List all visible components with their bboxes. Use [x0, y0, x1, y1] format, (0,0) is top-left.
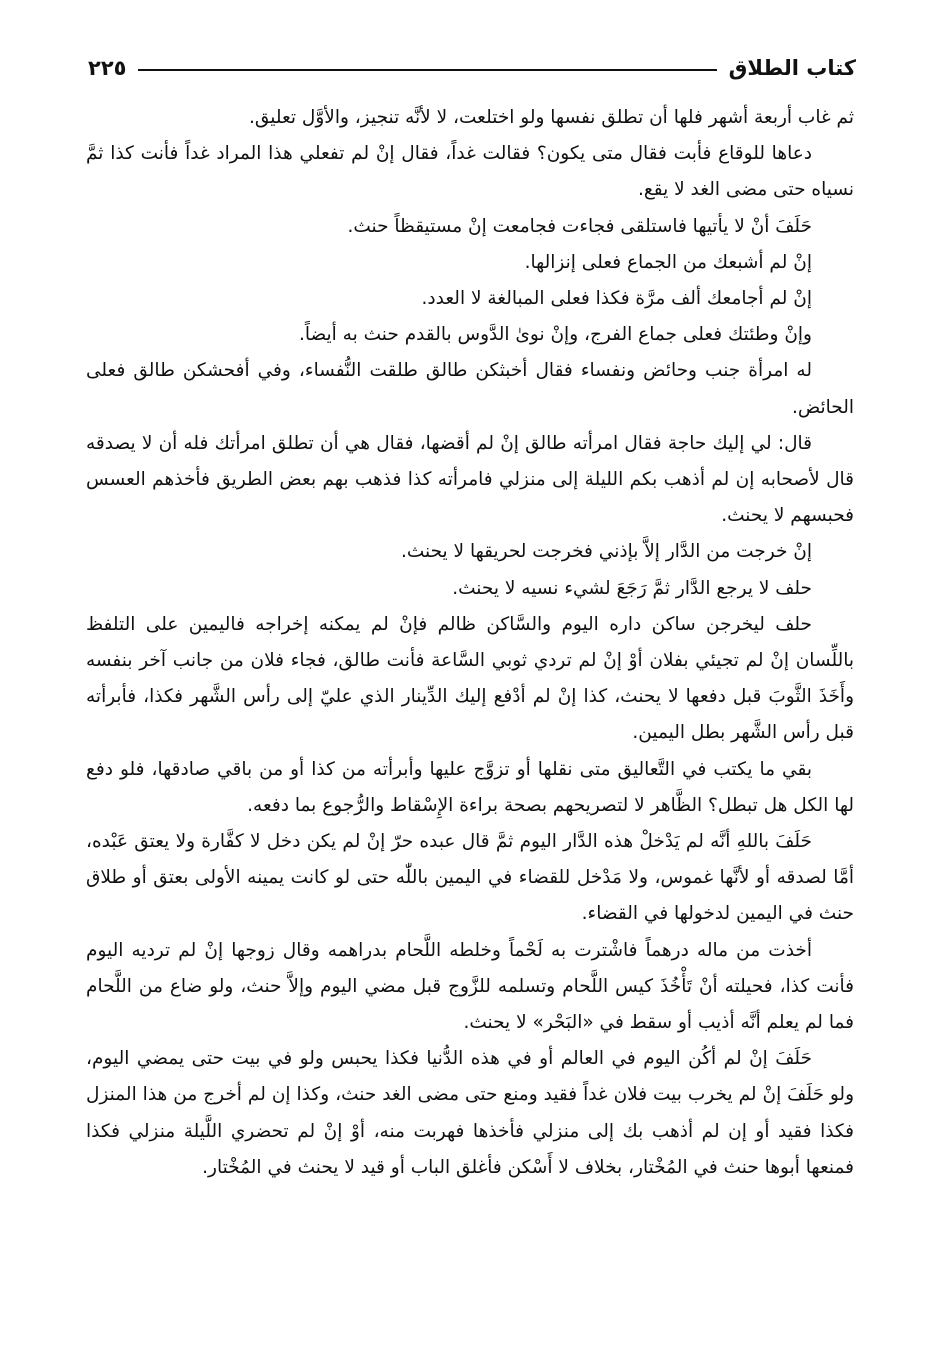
paragraph: بقي ما يكتب في التَّعاليق متى نقلها أو تزوَّج عليها وأبرأته من كذا أو من باقي صادقها، فلو دفع لها الكل هل تبطل؟ الظَّاهر لا لتصريحهم بصحة براءة الإِسْقاط والرُّجوع بما دفعه. — [86, 758, 854, 816]
page-number: ٢٢٥ — [88, 56, 127, 80]
book-title: كتاب الطلاق — [728, 56, 856, 80]
paragraph: دعاها للوقاع فأبت فقال متى يكون؟ فقالت غداً، فقال إنْ لم تفعلي هذا المراد غداً فأنت كذا ثمَّ نسياه حتى مضى الغد لا يقع. — [86, 143, 854, 201]
paragraph: ثم غاب أربعة أشهر فلها أن تطلق نفسها ولو اختلعت، لا لأنَّه تنجيز، والأوَّل تعليق. — [248, 107, 854, 128]
body-text — [86, 100, 854, 1186]
paragraph: له امرأة جنب وحائض ونفساء فقال أخبثكن طالق طلقت النُّفساء، وفي أفحشكن طالق فعلى الحائض. — [86, 360, 854, 418]
paragraph: حلف ليخرجن ساكن داره اليوم والسَّاكن ظالم فإنْ لم يمكنه إخراجه فاليمين على التلفظ باللِّسان إنْ لم تجيئي بفلان أوْ إنْ لم تردي ثوبي السَّاعة فأنت طالق، فجاء فلان من جانب آخر بنفسه وأَخَذَ الثَّوبَ قبل دفعها لا يحنث، كذا إنْ لم أدْفع إليك الدِّينار الذي عليّ إلى رأس الشَّهر فكذا، فأبرأته قبل رأس الشَّهر بطل اليمين. — [86, 613, 854, 744]
header-rule — [138, 69, 716, 71]
running-header — [88, 50, 856, 86]
paragraph: حلف لا يرجع الدَّار ثمَّ رَجَعَ لشيء نسيه لا يحنث. — [452, 577, 812, 599]
paragraph: وإنْ وطئتك فعلى جماع الفرج، وإنْ نوىٰ الدَّوس بالقدم حنث به أيضاً. — [298, 324, 812, 346]
paragraph: حَلَفَ إنْ لم أكُن اليوم في العالم أو في هذه الدُّنيا فكذا يحبس ولو في بيت حتى يمضي اليوم، ولو حَلَفَ إنْ لم يخرب بيت فلان غداً فقيد ومنع حتى مضى الغد حنث، وكذا إن لم أخرج من هذا المنزل فكذا فقيد أو إن لم أذهب بك إلى منزلي فأخذها فهربت منه، أوْ إنْ لم تحضري اللَّيلة منزلي فكذا فمنعها أبوها حنث في المُخْتار، بخلاف لا أَسْكن فأغلق الباب أو قيد لا يحنث في المُخْتار. — [86, 1048, 854, 1178]
paragraph: أخذت من ماله درهماً فاشْترت به لَحْماً وخلطه اللَّحام بدراهمه وقال زوجها إنْ لم ترديه اليوم فأنت كذا، فحيلته أنْ تَأْخُذَ كيس اللَّحام وتسلمه للزَّوج قبل مضي اليوم وإلاَّ حنث، ولو ضاع من اللَّحام فما لم يعلم أنَّه أذيب أو سقط في «البَحْر» لا يحنث. — [86, 939, 854, 1034]
paragraph: إنْ لم أشبعك من الجماع فعلى إنزالها. — [524, 251, 812, 273]
paragraph: قال: لي إليك حاجة فقال امرأته طالق إنْ لم أقضها، فقال هي أن تطلق امرأتك فله أن لا يصدقه قال لأصحابه إن لم أذهب بكم الليلة إلى منزلي فامرأته كذا فذهب بهم بعض الطريق فأخذهم العسس فحبسهم لا يحنث. — [86, 432, 854, 527]
paragraph: حَلَفَ باللهِ أنَّه لم يَدْخلْ هذه الدَّار اليوم ثمَّ قال عبده حرّ إنْ لم يكن دخل لا كفَّارة ولا يعتق عَبْده، أمَّا لصدقه أو لأنَّها غموس، ولا مَدْخل للقضاء في اليمين باللّٰه حتى لو كانت يمينه الأولى بعتق أو طلاق حنث في اليمين لدخولها في القضاء. — [86, 831, 854, 925]
paragraph: إنْ خرجت من الدَّار إلاَّ بإذني فخرجت لحريقها لا يحنث. — [400, 541, 812, 563]
paragraph: إنْ لم أجامعك ألف مرَّة فكذا فعلى المبالغة لا العدد. — [421, 288, 812, 310]
paragraph: حَلَفَ أنْ لا يأتيها فاستلقى فجاءت فجامعت إنْ مستيقظاً حنث. — [347, 215, 812, 237]
